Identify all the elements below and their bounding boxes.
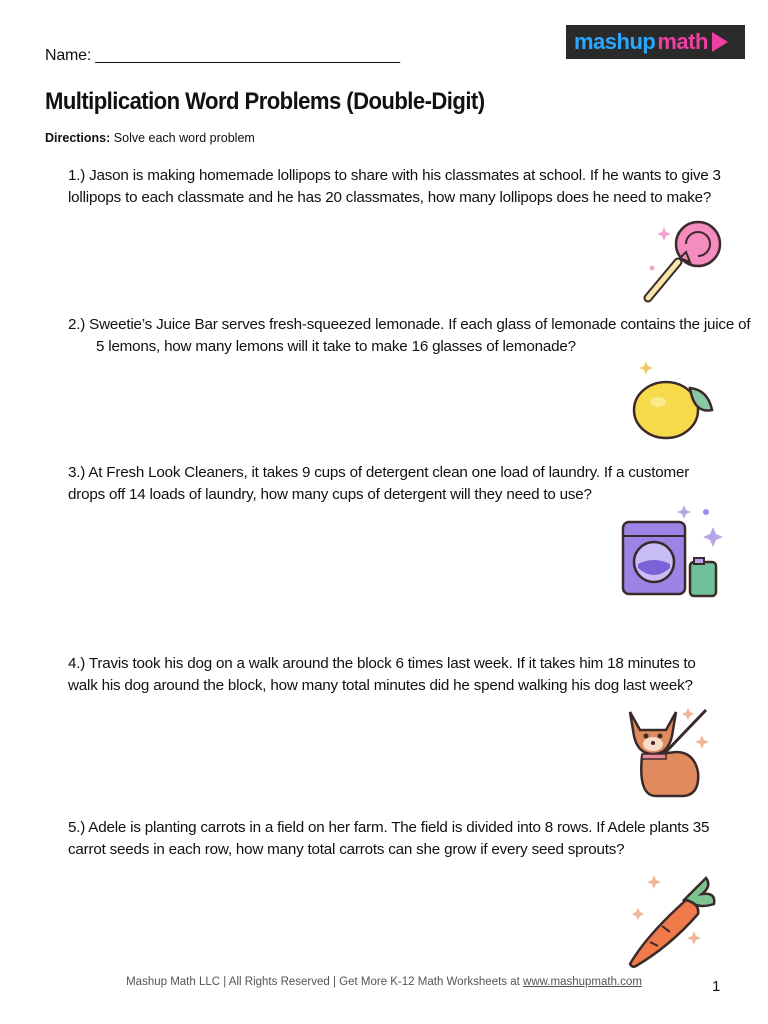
dog-icon [620,704,712,802]
name-field-line: Name: ___________________________________ [45,47,400,64]
page-title: Multiplication Word Problems (Double-Digit) [45,88,485,115]
footer-text: Mashup Math LLC | All Rights Reserved | Get More K-12 Math Worksheets at [126,976,524,988]
logo-text-math: math [657,29,708,54]
footer [0,976,768,988]
problem-3-text: 3.) At Fresh Look Cleaners, it takes 9 cups of detergent clean one load of laundry. If a customer drops off 14 loads of laundry, how many cups of detergent will they need to use? [68,464,690,503]
page-number: 1 [712,978,721,995]
directions [45,131,255,145]
logo-text-mashup: mashup [574,29,656,54]
problem-5-text: 5.) Adele is planting carrots in a field on her farm. The field is divided into 8 rows. If Adele plants 35 carrot seeds in each row, how many total carrots can she grow if every seed sprouts? [68,819,710,858]
lollipop-icon [640,218,728,304]
footer-link[interactable]: www.mashupmath.com [523,976,642,988]
carrot-icon [622,872,718,970]
lemon-icon [628,360,718,444]
directions-text: Solve each word problem [113,131,255,145]
directions-label: Directions: [45,131,111,145]
play-arrow-icon [712,32,728,52]
washing-machine-icon [620,502,724,600]
problem-2-text: 2.) Sweetie’s Juice Bar serves fresh-squeezed lemonade. If each glass of lemonade contains the juice of 5 lemons, how many lemons will it take to make 16 glasses of lemonade? [68,316,751,355]
problem-4-text: 4.) Travis took his dog on a walk around the block 6 times last week. If it takes him 18 minutes to walk his dog around the block, how many total minutes did he spend walking his dog last week? [68,655,696,694]
problem-1-text: 1.) Jason is making homemade lollipops to share with his classmates at school. If he wants to give 3 lollipops to each classmate and he has 20 classmates, how many lollipops does he need to make? [68,167,721,206]
mashupmath-logo[interactable] [566,25,745,59]
